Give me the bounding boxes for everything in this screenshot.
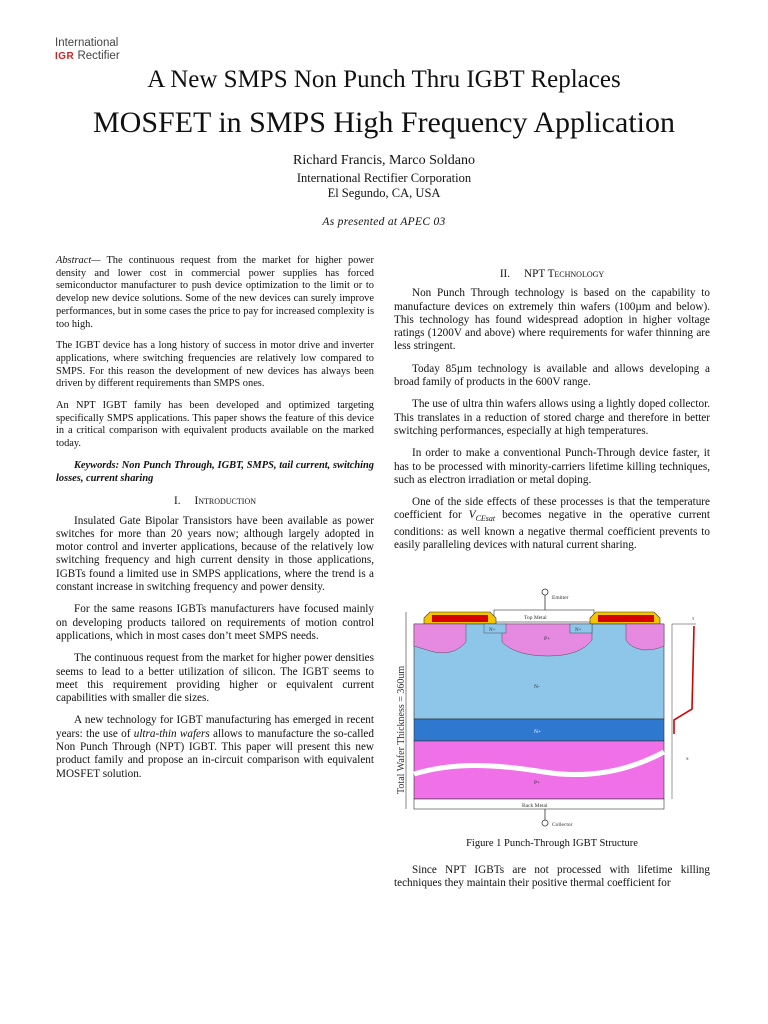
npt-p6-text: Since NPT IGBTs are not processed with lifetime killing techniques they maintain their positive thermal coefficient for (394, 864, 710, 890)
npt-p3: The use of ultra thin wafers allows using a lightly doped collector. This translates in a reduction of stored charge and therefore in better switching performances, especially at high temperatures. (394, 398, 710, 437)
n-plus-left-label: N+ (489, 628, 496, 633)
affiliation-org: International Rectifier Corporation (296, 171, 472, 185)
p-plus-bottom-label: P+ (534, 780, 541, 786)
n-plus-right-label: N+ (575, 628, 582, 633)
intro-p4-text-b: allows to manufacture the so-called Non Punch Through (NPT) IGBT. This paper will present this new product family and propose an in-circuit comparison with equivalent MOSFET solution. (56, 727, 374, 780)
intro-p4-emphasis: ultra-thin wafers (133, 727, 210, 740)
right-column (394, 268, 710, 562)
section-number: II. (499, 268, 511, 280)
emitter-terminal (542, 589, 548, 595)
n-buffer-label: N+ (534, 729, 542, 735)
emitter-label: Emitter (552, 595, 569, 601)
npt-p5-text-b: becomes negative in the operative current conditions: as well known a negative thermal coefficient prevents to easily paralleling devices with natural current sharing. (394, 509, 711, 552)
npt-p1: Non Punch Through technology is based on the capability to manufacture devices on extremely thin wafers (100µm and below). This technology has found widespread adoption in higher voltage ratings (1200V and above) where requirements for wafer thinning are less stringent. (394, 287, 710, 353)
section-number: I. (173, 495, 181, 508)
presented-note: As presented at APEC 03 (322, 216, 446, 228)
tau-label: τ (692, 616, 695, 622)
igbt-structure-figure (394, 584, 710, 832)
affiliation-location: El Segundo, CA, USA (327, 186, 441, 200)
authors: Richard Francis, Marco Soldano (293, 153, 475, 168)
section-heading-npt (394, 268, 710, 281)
keywords: Keywords: Non Punch Through, IGBT, SMPS, tail current, switching losses, current sharing (56, 459, 374, 484)
back-metal-label: Back Metal (522, 803, 548, 809)
intro-p1: Insulated Gate Bipolar Transistors have been available as power switches for more than 20 years now; although largely adopted in motor control and inverter applications, because of the relatively low switching frequency and high current density in those applications, IGBTs found a limited use in SMPS applications, where the trend is a constant increase in switching frequency and power density. (56, 514, 374, 594)
abstract-p3: An NPT IGBT family has been developed and optimized targeting specifically SMPS applications. This paper shows the feature of this device in a critical comparison with equivalent products available on the marked today. (56, 400, 374, 450)
figure-caption: Figure 1 Punch-Through IGBT Structure (466, 838, 638, 849)
p-plus-top-label: P+ (544, 636, 551, 642)
abstract-p1 (56, 255, 374, 331)
logo-text-rectifier: Rectifier (77, 50, 120, 62)
collector-terminal (542, 820, 548, 826)
section-title: Introduction (194, 495, 256, 508)
npt-p5 (394, 496, 710, 552)
x-label: x (686, 756, 689, 762)
npt-p6-partial (394, 864, 710, 891)
intro-p2: For the same reasons IGBTs manufacturers have focused mainly on developing products tailored on requirements of motion control applications, which in most cases don’t meet SMPS needs. (56, 603, 374, 642)
intro-p4-text-a: A new technology for IGBT manufacturing has emerged in recent years: the use of (56, 714, 374, 740)
gate-poly-left (432, 615, 488, 622)
vcesat-symbol: V (468, 509, 476, 522)
intro-p3: The continuous request from the market for higher power densities seems to lead to a better utilization of silicon. The IGBT seems to meet this requirement providing higher or equivalent current capabilities with smaller die sizes. (56, 652, 374, 705)
wafer-thickness-label: Total Wafer Thickness = 360um (396, 665, 407, 794)
paper-title-line2: MOSFET in SMPS High Frequency Application (93, 106, 675, 139)
left-column (56, 255, 374, 790)
vcesat-subscript: CEsat (475, 514, 496, 524)
abstract-p2: The IGBT device has a long history of success in motor drive and inverter applications, where switching frequencies are relatively low compared to SMPS. For this reason the development of new devices has always been driven by different requirements than SMPS ones. (56, 340, 374, 390)
section-heading-introduction (56, 495, 374, 508)
collector-label: Collector (552, 822, 573, 828)
npt-p4: In order to make a conventional Punch-Through device faster, it has to be processed with minority-carriers lifetime killing techniques, such as electron irradiation or metal doping. (394, 447, 710, 486)
logo-ir-mark: IGR (55, 51, 75, 62)
gate-poly-right (598, 615, 654, 622)
p-plus-well-left (414, 624, 466, 653)
lifetime-profile-curve (674, 626, 694, 734)
npt-p2: Today 85µm technology is available and allows developing a broad family of products in the 600V range. (394, 362, 710, 389)
logo-text-international: International (55, 37, 119, 49)
paper-title-line1: A New SMPS Non Punch Thru IGBT Replaces (147, 66, 621, 93)
section-title: NPT Technology (524, 268, 605, 280)
abstract-text: The continuous request from the market for higher power density and lower cost in commercial power supplies has forced semiconductor manufacturer to push device optimization to the limit or to develop new device solutions. Some of the new devices can surely improve performances, but in some cases the price to pay for increased complexity is too high. (56, 255, 374, 330)
intro-p4 (56, 714, 374, 780)
abstract-label: Abstract— (56, 255, 101, 266)
p-plus-well-right (626, 624, 664, 650)
company-logo (55, 37, 120, 63)
top-metal-label: Top Metal (524, 615, 547, 621)
affiliation (0, 171, 768, 201)
n-minus-label: N- (534, 684, 540, 690)
npt-p5-text-a: One of the side effects of these processes is that the temperature coefficient for (394, 496, 710, 522)
